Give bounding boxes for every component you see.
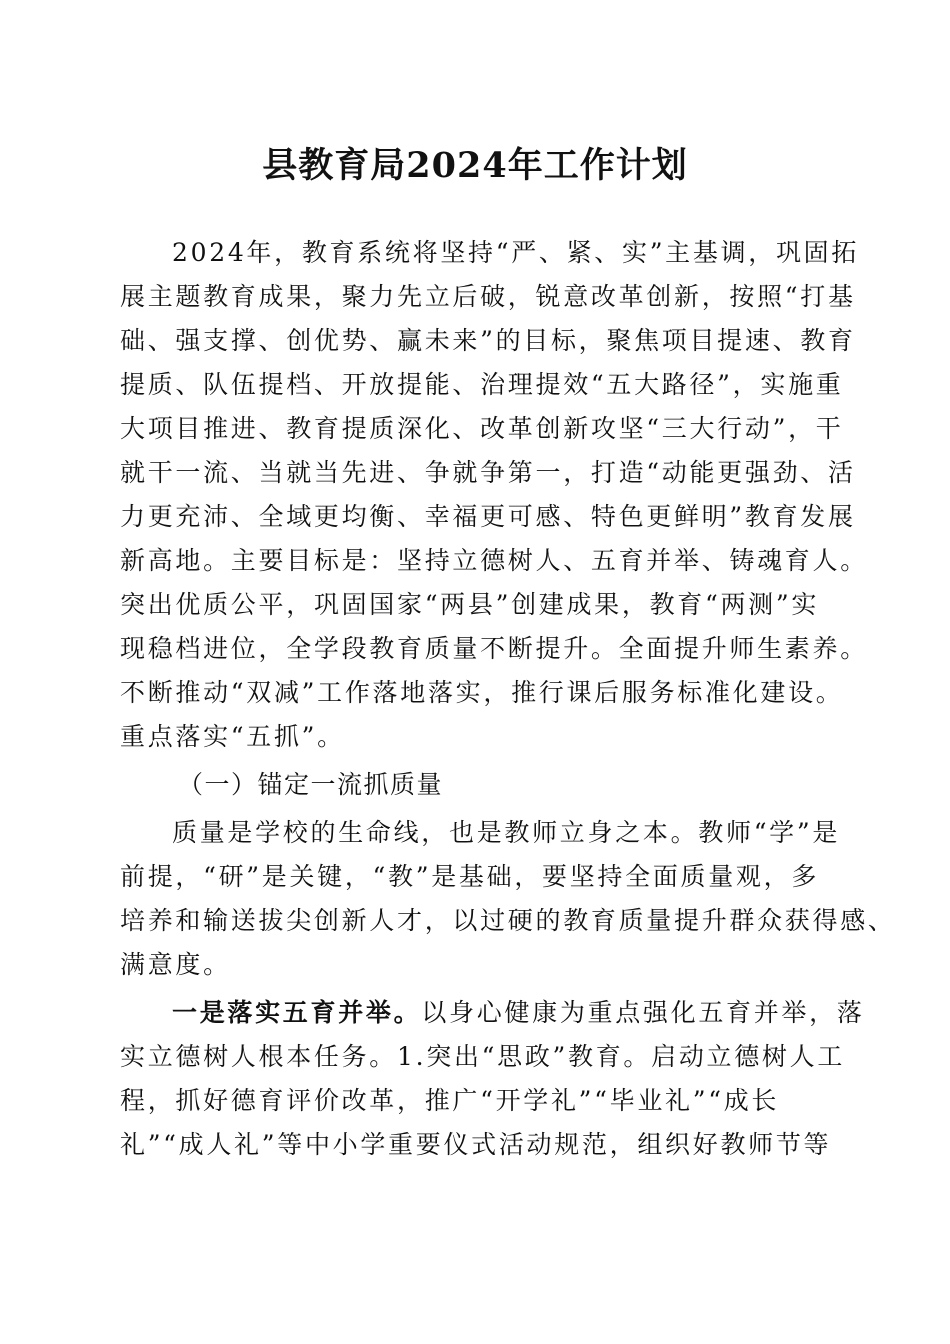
- intro-line: 础、强支撑、创优势、赢未来”的目标，聚焦项目提速、教育: [120, 326, 856, 355]
- point-line: 程，抓好德育评价改革，推广“开学礼”“毕业礼”“成长: [120, 1086, 780, 1115]
- intro-line: 大项目推进、教育提质深化、改革创新攻坚“三大行动”，干: [120, 414, 844, 443]
- document-title: 县教育局2024年工作计划: [262, 145, 688, 186]
- section-line: 前提，“研”是关键，“教”是基础，要坚持全面质量观，多: [120, 862, 820, 891]
- intro-line: 突出优质公平，巩固国家“两县”创建成果，教育“两测”实: [120, 590, 820, 619]
- intro-line: 现稳档进位，全学段教育质量不断提升。全面提升师生素养。: [120, 634, 868, 663]
- point-line: 礼”“成人礼”等中小学重要仪式活动规范，组织好教师节等: [120, 1130, 832, 1159]
- intro-line: 提质、队伍提档、开放提能、治理提效“五大路径”，实施重: [120, 370, 844, 399]
- point-text: 以身心健康为重点强化五育并举，落: [421, 998, 865, 1027]
- intro-line: 力更充沛、全域更均衡、幸福更可感、特色更鲜明”教育发展: [120, 502, 856, 531]
- intro-line: 不断推动“双减”工作落地落实，推行课后服务标准化建设。: [120, 678, 844, 707]
- point-line: 实立德树人根本任务。1.突出“思政”教育。启动立德树人工: [120, 1042, 846, 1071]
- intro-line: 就干一流、当就当先进、争就争第一，打造“动能更强劲、活: [120, 458, 856, 487]
- section-line: 满意度。: [120, 950, 231, 979]
- intro-line: 新高地。主要目标是：坚持立德树人、五育并举、铸魂育人。: [120, 546, 868, 575]
- section-line: 培养和输送拔尖创新人才，以过硬的教育质量提升群众获得感、: [120, 906, 896, 935]
- intro-line: 重点落实“五抓”。: [120, 722, 345, 751]
- point-lead: 一是落实五育并举。: [172, 998, 422, 1027]
- section-line: 质量是学校的生命线，也是教师立身之本。教师“学”是: [172, 818, 841, 847]
- section-heading: （一）锚定一流抓质量: [178, 770, 444, 799]
- point-line: [172, 998, 865, 1028]
- intro-line: 2024年，教育系统将坚持“严、紧、实”主基调，巩固拓: [172, 238, 860, 267]
- intro-line: 展主题教育成果，聚力先立后破，锐意改革创新，按照“打基: [120, 282, 856, 311]
